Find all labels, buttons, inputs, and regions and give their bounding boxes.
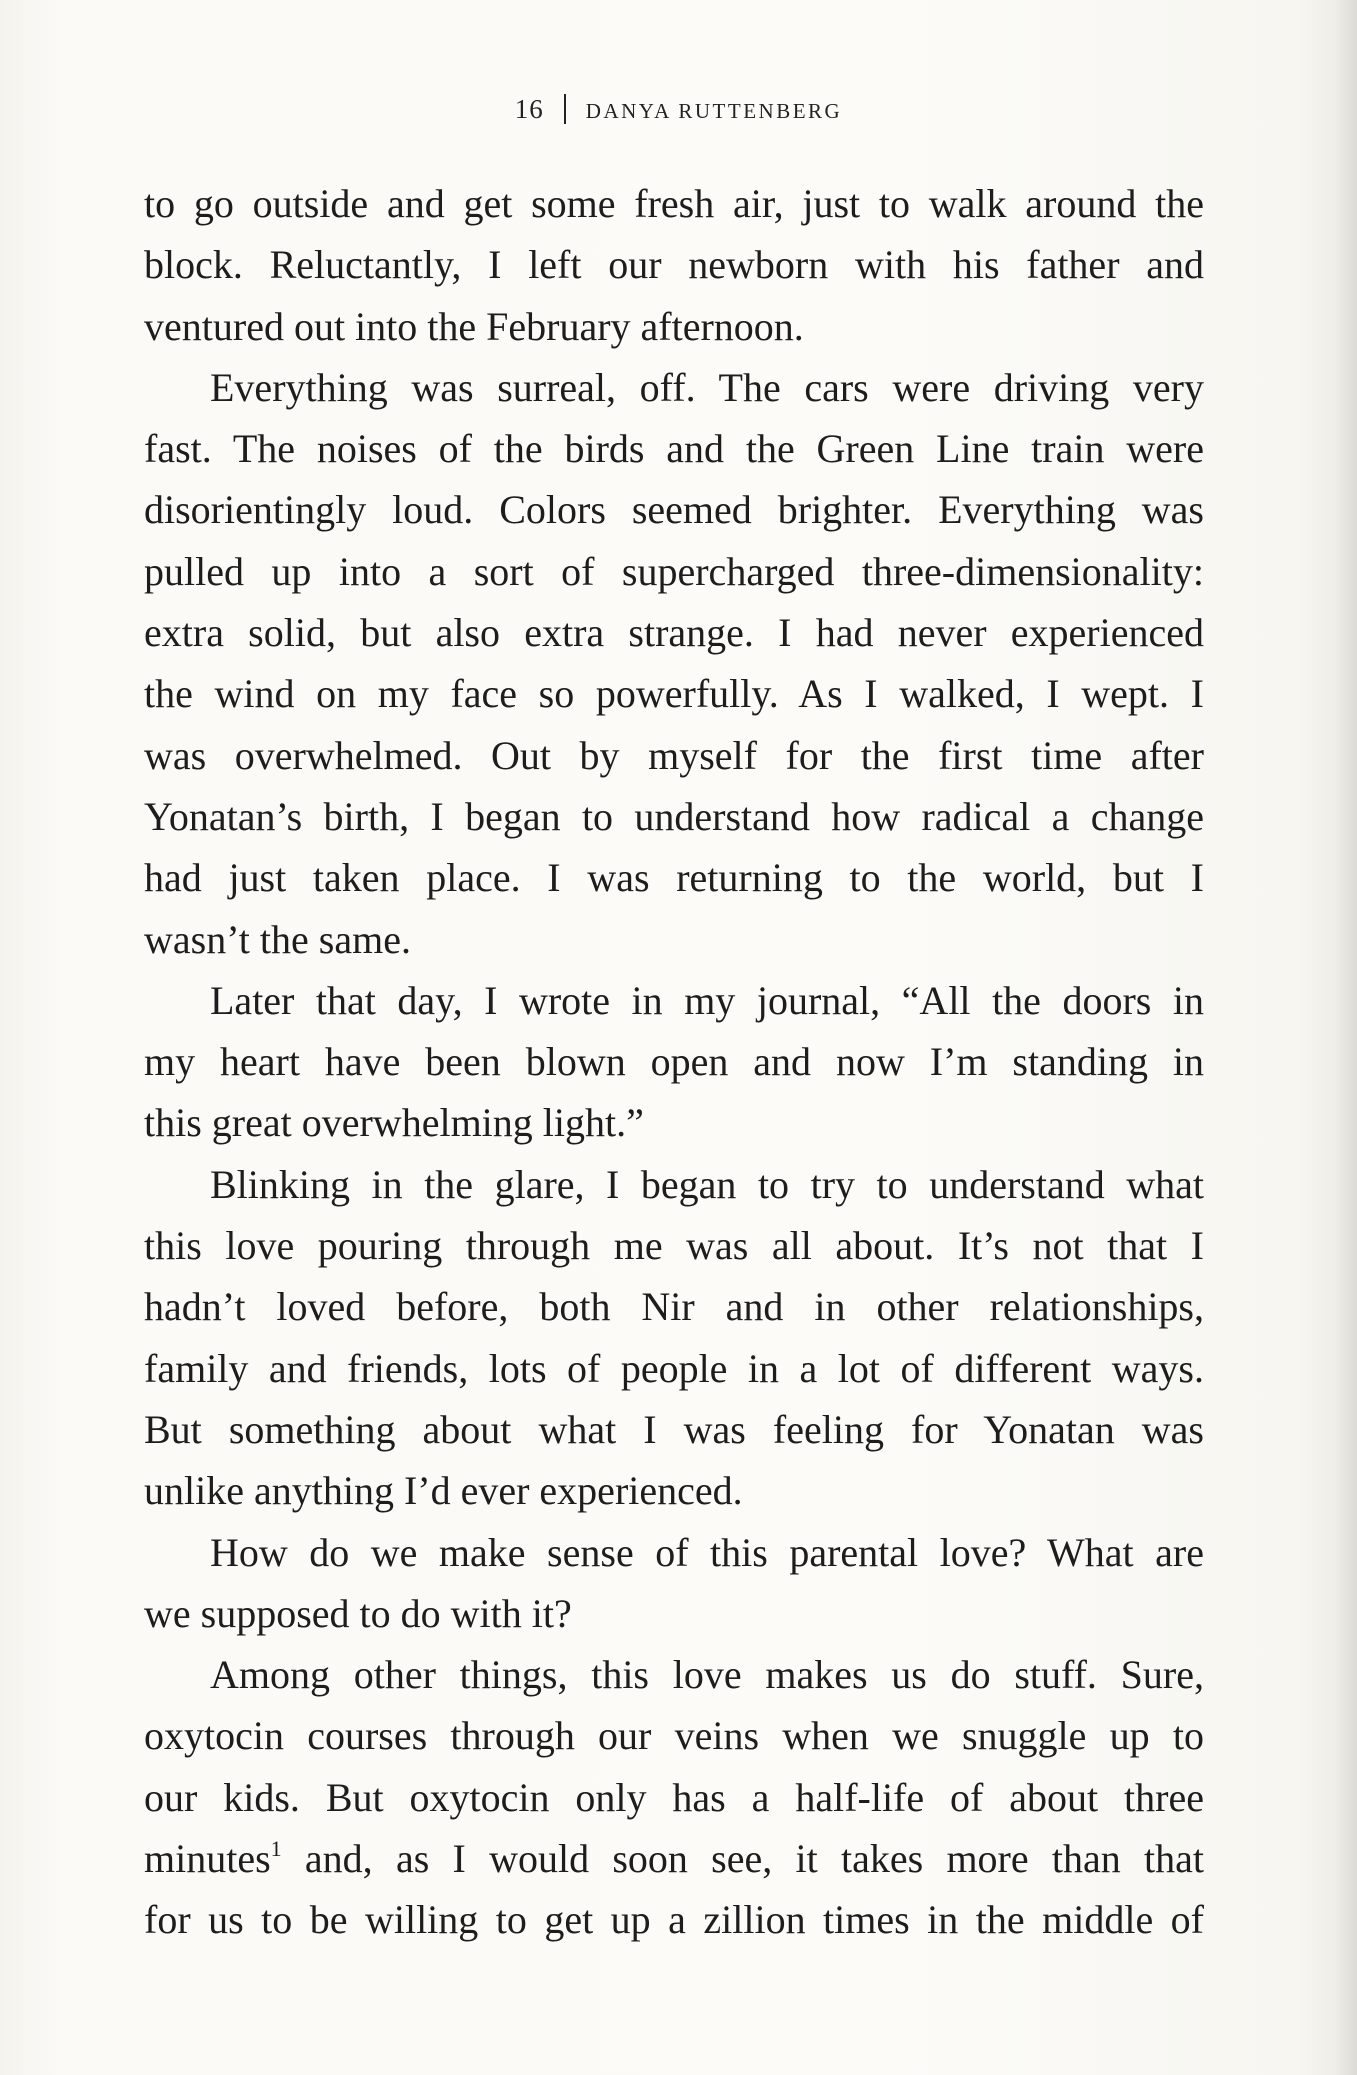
text-line: ventured out into the February afternoon. xyxy=(144,303,804,349)
paragraph-start-line: How do we make sense of this parental love? What are xyxy=(210,1529,1204,1575)
text-line: But something about what I was feeling for Yonatan was xyxy=(144,1406,1204,1452)
text-line: block. Reluctantly, I left our newborn with his father and xyxy=(144,242,1204,288)
paragraph-start-line: Blinking in the glare, I began to try to understand what xyxy=(210,1161,1204,1207)
text-line: the wind on my face so powerfully. As I walked, I wept. I xyxy=(144,671,1204,717)
running-head xyxy=(0,94,1357,125)
text-line: was overwhelmed. Out by myself for the first time after xyxy=(144,732,1204,778)
text-segment: minutes xyxy=(144,1836,271,1882)
text-line: unlike anything I’d ever experienced. xyxy=(144,1468,743,1514)
footnote-marker[interactable]: 1 xyxy=(270,1836,282,1862)
header-divider xyxy=(564,94,566,124)
text-line: family and friends, lots of people in a lot of different ways. xyxy=(144,1345,1204,1391)
paragraph-start-line: Among other things, this love makes us do stuff. Sure, xyxy=(210,1652,1204,1698)
text-line: disorientingly loud. Colors seemed brighter. Everything was xyxy=(144,487,1204,533)
text-line: for us to be willing to get up a zillion times in the middle of xyxy=(144,1897,1204,1943)
text-line: to go outside and get some fresh air, just to walk around the xyxy=(144,181,1204,226)
text-line: hadn’t loved before, both Nir and in other relationships, xyxy=(144,1284,1204,1330)
author-name: DANYA RUTTENBERG xyxy=(585,99,843,123)
text-line: this love pouring through me was all about. It’s not that I xyxy=(144,1223,1204,1269)
page-number: 16 xyxy=(514,94,544,124)
text-line: Yonatan’s birth, I began to understand how radical a change xyxy=(144,793,1204,839)
text-line: pulled up into a sort of supercharged three-dimensionality: xyxy=(144,548,1204,594)
text-line: oxytocin courses through our veins when we snuggle up to xyxy=(144,1713,1204,1759)
text-line: had just taken place. I was returning to the world, but I xyxy=(144,855,1204,901)
paragraph-start-line: Everything was surreal, off. The cars were driving very xyxy=(210,364,1204,410)
body-text xyxy=(144,173,1204,1951)
text-line: fast. The noises of the birds and the Green Line train were xyxy=(144,426,1204,472)
text-line: our kids. But oxytocin only has a half-life of about three xyxy=(144,1774,1204,1820)
text-line-with-footnote xyxy=(144,1828,1204,1889)
text-line: wasn’t the same. xyxy=(144,916,411,962)
page-edge-shadow xyxy=(1335,0,1357,2075)
text-line: extra solid, but also extra strange. I had never experienced xyxy=(144,610,1204,656)
text-line: my heart have been blown open and now I’m standing in xyxy=(144,1039,1204,1085)
text-line: this great overwhelming light.” xyxy=(144,1100,644,1146)
text-line: we supposed to do with it? xyxy=(144,1590,572,1636)
text-segment: and, as I would soon see, it takes more than that xyxy=(281,1836,1204,1882)
paragraph-start-line: Later that day, I wrote in my journal, “All the doors in xyxy=(210,977,1204,1023)
